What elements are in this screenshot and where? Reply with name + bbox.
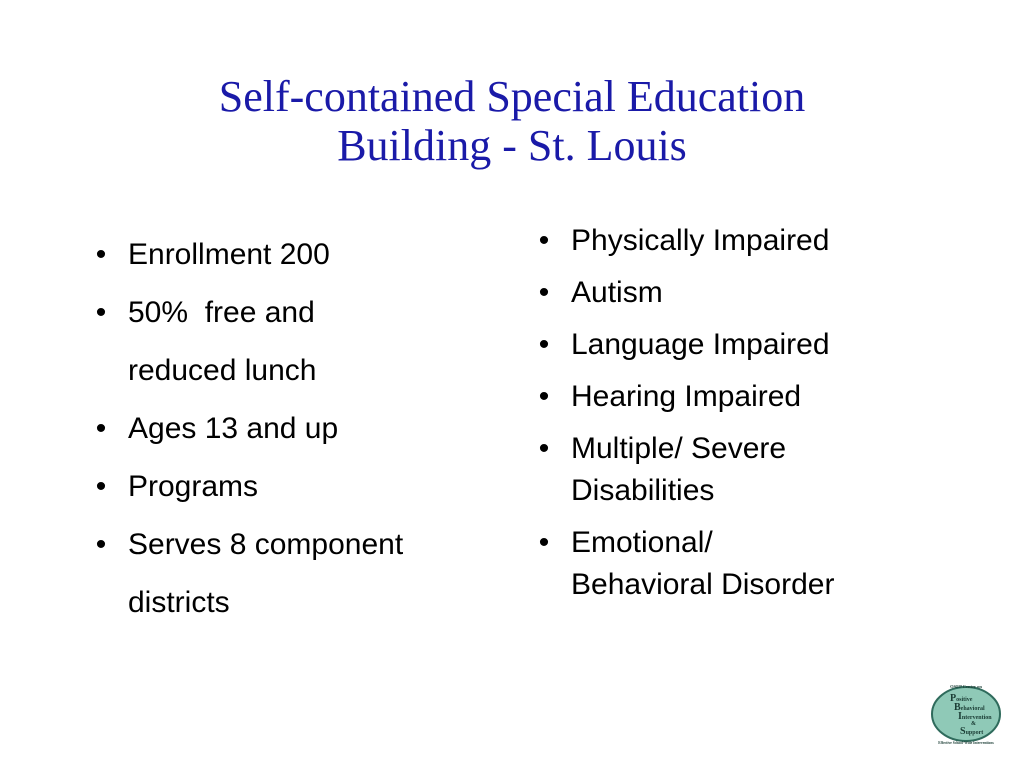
bullet-icon: • <box>95 296 107 329</box>
bullet-icon: • <box>95 238 107 271</box>
logo-letter-p: Positive <box>950 693 973 704</box>
list-item-text: Enrollment 200 <box>128 238 330 271</box>
list-item <box>529 272 969 314</box>
list-item-text-line-1: Emotional/ <box>571 526 713 559</box>
list-item <box>86 400 516 458</box>
logo-letter-b: Behavioral <box>954 702 985 713</box>
list-item-text-line-1: Multiple/ Severe <box>571 432 787 465</box>
list-item-text-line-2: reduced lunch <box>128 354 317 387</box>
bullet-icon: • <box>95 412 107 445</box>
bullet-icon: • <box>95 528 107 561</box>
logo-letter-amp: & <box>971 721 976 727</box>
bullet-icon: • <box>538 526 550 559</box>
logo-bottom-text: Effective School-Wide Interventions <box>938 741 994 745</box>
list-item <box>86 226 516 284</box>
bullet-icon: • <box>538 432 550 465</box>
logo-letter-i: Intervention <box>958 711 992 722</box>
left-bullet-list <box>86 226 516 632</box>
list-item-text: Ages 13 and up <box>128 412 339 445</box>
list-item <box>529 428 969 512</box>
bullet-icon: • <box>95 470 107 503</box>
list-item <box>86 284 516 400</box>
title-line-2: Building - St. Louis <box>337 121 687 170</box>
bullet-icon: • <box>538 380 550 413</box>
list-item-text: Hearing Impaired <box>571 380 802 413</box>
bullet-icon: • <box>538 328 550 361</box>
list-item-text: Physically Impaired <box>571 224 830 257</box>
list-item <box>529 220 969 262</box>
list-item <box>529 376 969 418</box>
list-item-text-line-2: districts <box>128 586 230 619</box>
list-item-text-line-2: Behavioral Disorder <box>571 568 835 601</box>
list-item <box>86 458 516 516</box>
list-item <box>529 324 969 366</box>
list-item-text-line-1: 50% free and <box>128 296 315 329</box>
list-item-text: Autism <box>571 276 663 309</box>
bullet-icon: • <box>538 224 550 257</box>
title-line-1: Self-contained Special Education <box>218 72 806 121</box>
pbis-logo <box>926 683 1006 745</box>
list-item <box>529 522 969 606</box>
right-bullet-list <box>529 220 969 616</box>
list-item-text: Language Impaired <box>571 328 830 361</box>
bullet-icon: • <box>538 276 550 309</box>
list-item-text: Programs <box>128 470 259 503</box>
list-item-text-line-1: Serves 8 component <box>128 528 404 561</box>
slide-title <box>0 72 1024 170</box>
list-item-text-line-2: Disabilities <box>571 474 715 507</box>
logo-top-text: OSEP Center on <box>950 684 982 689</box>
logo-letter-s: Support <box>960 726 984 737</box>
list-item <box>86 516 516 632</box>
